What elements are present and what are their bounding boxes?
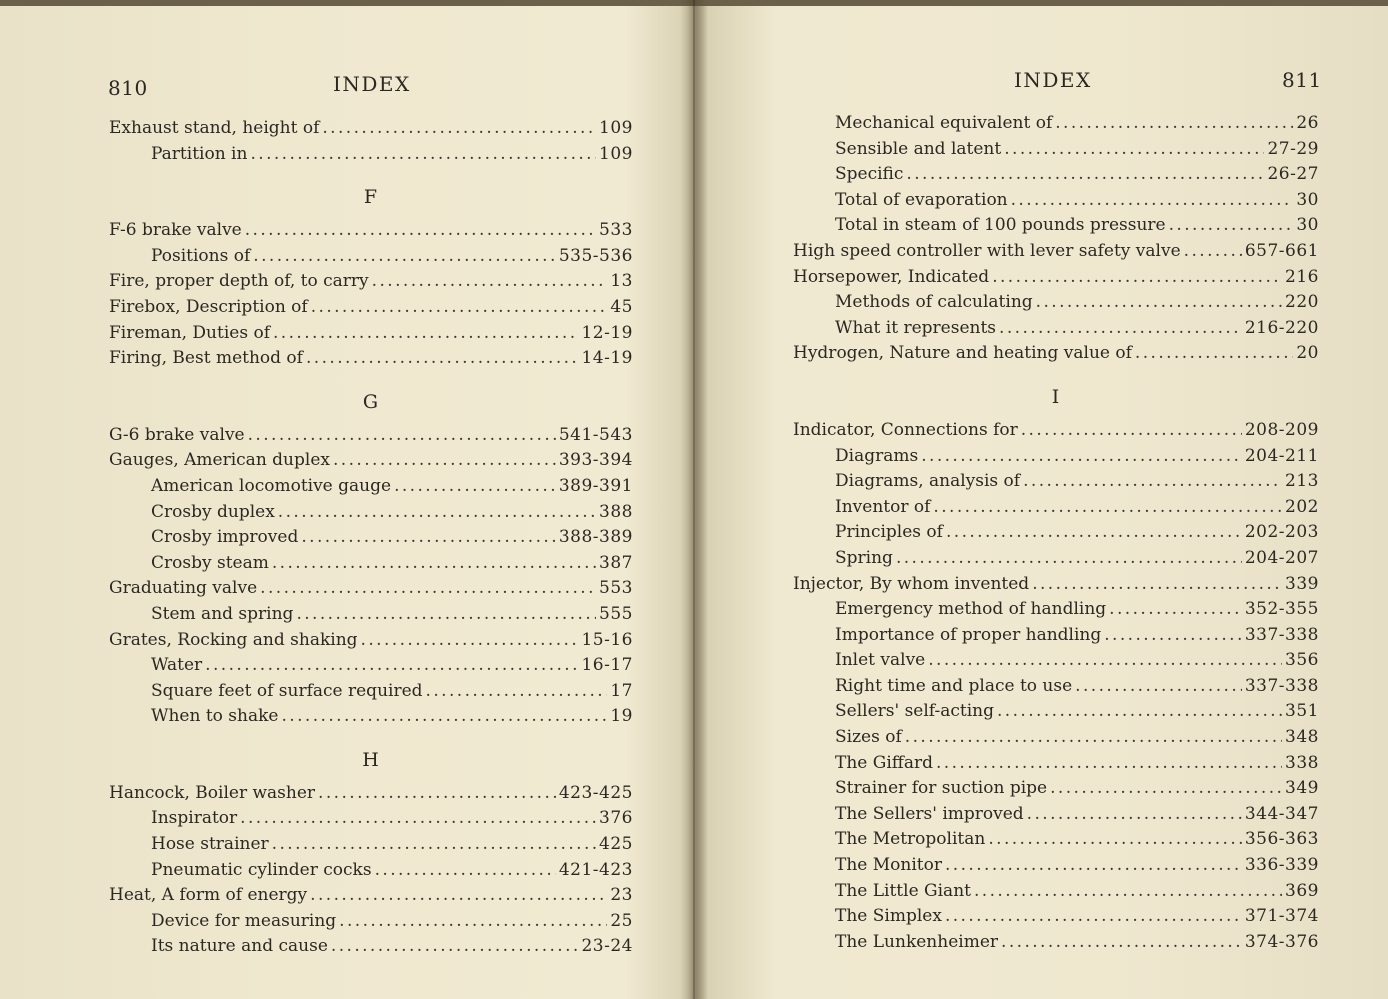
entry-pages: 208-209 — [1244, 419, 1319, 440]
dot-leader — [1104, 623, 1242, 649]
index-entry — [109, 116, 633, 142]
entry-pages: 23-24 — [581, 936, 633, 957]
dot-leader — [1011, 188, 1294, 214]
entry-label: Total in steam of 100 pounds pressure — [835, 215, 1166, 236]
entry-pages: 204-207 — [1244, 547, 1319, 568]
entry-label: Heat, A form of energy — [109, 885, 308, 906]
index-entries — [109, 116, 633, 960]
entry-label: Device for measuring — [151, 910, 337, 931]
entry-label: Emergency method of handling — [835, 599, 1107, 620]
dot-leader — [278, 500, 596, 526]
index-subentry — [793, 827, 1319, 853]
entry-label: Hydrogen, Nature and heating value of — [793, 343, 1132, 364]
dot-leader — [245, 218, 596, 244]
dot-leader — [928, 648, 1282, 674]
dot-leader — [1075, 674, 1242, 700]
entry-label: Specific — [835, 164, 904, 185]
dot-leader — [296, 602, 596, 628]
index-subentry — [793, 699, 1319, 725]
entry-pages: 338 — [1285, 752, 1319, 773]
entry-pages: 553 — [599, 578, 633, 599]
entry-label: The Sellers' improved — [835, 803, 1024, 824]
entry-label: Fire, proper depth of, to carry — [109, 271, 369, 292]
entry-label: Sensible and latent — [835, 138, 1002, 159]
index-subentry — [793, 188, 1319, 214]
entry-pages: 388-389 — [558, 527, 633, 548]
index-subentry — [793, 776, 1319, 802]
entry-label: Diagrams — [835, 445, 919, 466]
index-subentry — [793, 162, 1319, 188]
index-subentry — [109, 602, 633, 628]
entry-pages: 425 — [599, 834, 633, 855]
entry-label: Sizes of — [835, 727, 902, 748]
entry-pages: 533 — [599, 220, 633, 241]
entry-pages: 13 — [610, 271, 633, 292]
entry-pages: 541-543 — [558, 424, 633, 445]
entry-pages: 109 — [599, 143, 633, 164]
dot-leader — [301, 525, 556, 551]
entry-pages: 337-338 — [1244, 624, 1319, 645]
entry-label: Indicator, Connections for — [793, 419, 1018, 440]
dot-leader — [310, 883, 607, 909]
section-letter: G — [362, 390, 380, 413]
entry-label: G-6 brake valve — [109, 424, 245, 445]
dot-leader — [260, 576, 596, 602]
index-subentry — [793, 725, 1319, 751]
entry-pages: 213 — [1285, 471, 1319, 492]
dot-leader — [273, 321, 578, 347]
index-entries — [793, 111, 1319, 955]
index-entry — [109, 295, 633, 321]
entry-label: Gauges, American duplex — [109, 450, 330, 471]
dot-leader — [921, 444, 1242, 470]
entry-pages: 389-391 — [558, 475, 633, 496]
index-entry — [109, 423, 633, 449]
entry-pages: 204-211 — [1244, 445, 1319, 466]
dot-leader — [281, 704, 607, 730]
index-entry — [109, 628, 633, 654]
section-letter: F — [363, 186, 379, 209]
dot-leader — [311, 295, 608, 321]
entry-label: Crosby duplex — [151, 501, 275, 522]
index-entry — [109, 346, 633, 372]
dot-leader — [946, 520, 1242, 546]
dot-leader — [906, 162, 1264, 188]
index-entry — [793, 265, 1319, 291]
entry-label: Injector, By whom invented — [793, 573, 1030, 594]
entry-pages: 15-16 — [581, 629, 633, 650]
entry-pages: 339 — [1285, 573, 1319, 594]
index-subentry — [793, 213, 1319, 239]
dot-leader — [322, 116, 596, 142]
index-subentry — [109, 244, 633, 270]
running-head: INDEX — [1014, 68, 1092, 92]
index-entry — [793, 341, 1319, 367]
dot-leader — [250, 142, 596, 168]
entry-label: Inventor of — [835, 496, 931, 517]
index-subentry — [109, 142, 633, 168]
entry-pages: 25 — [610, 910, 633, 931]
entry-label: The Giffard — [835, 752, 933, 773]
entry-pages: 371-374 — [1244, 906, 1319, 927]
entry-pages: 337-338 — [1244, 675, 1319, 696]
index-subentry — [109, 500, 633, 526]
entry-pages: 344-347 — [1244, 803, 1319, 824]
entry-label: Pneumatic cylinder cocks — [151, 859, 372, 880]
index-subentry — [109, 909, 633, 935]
dot-leader — [333, 448, 556, 474]
dot-leader — [1032, 572, 1282, 598]
entry-pages: 202-203 — [1244, 522, 1319, 543]
index-subentry — [793, 546, 1319, 572]
dot-leader — [240, 806, 596, 832]
entry-pages: 26 — [1296, 113, 1319, 133]
dot-leader — [1021, 418, 1242, 444]
entry-label: Right time and place to use — [835, 675, 1073, 696]
running-head: INDEX — [333, 72, 411, 96]
entry-label: When to shake — [151, 706, 279, 727]
index-subentry — [793, 290, 1319, 316]
entry-label: Firing, Best method of — [109, 348, 303, 369]
entry-pages: 26-27 — [1267, 164, 1319, 185]
entry-pages: 220 — [1285, 292, 1319, 313]
dot-leader — [1027, 802, 1242, 828]
index-subentry — [793, 674, 1319, 700]
index-entry — [109, 269, 633, 295]
dot-leader — [331, 934, 579, 960]
entry-label: Importance of proper handling — [835, 624, 1102, 645]
index-subentry — [109, 704, 633, 730]
index-subentry — [793, 853, 1319, 879]
dot-leader — [999, 316, 1242, 342]
index-entry — [109, 576, 633, 602]
entry-label: Partition in — [151, 143, 248, 164]
index-subentry — [793, 495, 1319, 521]
entry-label: Total of evaporation — [835, 189, 1008, 210]
dot-leader — [896, 546, 1242, 572]
dot-leader — [1055, 111, 1293, 137]
dot-leader — [945, 853, 1242, 879]
entry-label: Principles of — [835, 522, 943, 543]
index-subentry — [793, 469, 1319, 495]
right-page — [694, 0, 1388, 999]
dot-leader — [272, 832, 596, 858]
entry-pages: 423-425 — [558, 782, 633, 803]
entry-pages: 351 — [1285, 701, 1319, 722]
entry-label: Inspirator — [151, 808, 238, 829]
entry-pages: 27-29 — [1267, 138, 1319, 159]
entry-pages: 657-661 — [1244, 240, 1319, 261]
entry-label: The Lunkenheimer — [835, 931, 999, 952]
dot-leader — [988, 827, 1242, 853]
dot-leader — [1023, 469, 1282, 495]
entry-label: F-6 brake valve — [109, 220, 242, 241]
entry-label: Horsepower, Indicated — [793, 266, 990, 287]
entry-pages: 14-19 — [581, 348, 633, 369]
entry-pages: 356-363 — [1244, 829, 1319, 850]
entry-pages: 23 — [610, 885, 633, 906]
index-subentry — [109, 474, 633, 500]
entry-label: High speed controller with lever safety valve — [793, 240, 1181, 261]
index-subentry — [793, 623, 1319, 649]
dot-leader — [905, 725, 1282, 751]
entry-label: Stem and spring — [151, 603, 294, 624]
dot-leader — [339, 909, 607, 935]
dot-leader — [426, 679, 608, 705]
index-subentry — [793, 137, 1319, 163]
dot-leader — [361, 628, 579, 654]
entry-pages: 19 — [610, 706, 633, 727]
dot-leader — [1050, 776, 1282, 802]
page-number: 811 — [1282, 68, 1322, 92]
dot-leader — [318, 781, 556, 807]
index-entry — [793, 418, 1319, 444]
dot-leader — [997, 699, 1282, 725]
entry-label: The Little Giant — [835, 880, 971, 901]
section-letter: H — [362, 748, 380, 771]
entry-pages: 12-19 — [581, 322, 633, 343]
entry-label: The Monitor — [835, 855, 942, 876]
index-subentry — [793, 597, 1319, 623]
entry-label: Square feet of surface required — [151, 680, 423, 701]
entry-pages: 393-394 — [558, 450, 633, 471]
index-subentry — [793, 751, 1319, 777]
entry-label: Hose strainer — [151, 834, 269, 855]
index-subentry — [109, 653, 633, 679]
entry-label: Exhaust stand, height of — [109, 118, 320, 138]
page-number: 810 — [108, 76, 148, 100]
dot-leader — [936, 751, 1282, 777]
entry-pages: 535-536 — [558, 245, 633, 266]
entry-label: Firebox, Description of — [109, 296, 308, 317]
entry-label: What it represents — [835, 317, 997, 338]
entry-label: Mechanical equivalent of — [835, 113, 1053, 133]
entry-label: Hancock, Boiler washer — [109, 782, 316, 803]
entry-label: Crosby improved — [151, 527, 299, 548]
entry-pages: 349 — [1285, 778, 1319, 799]
index-subentry — [793, 316, 1319, 342]
index-subentry — [793, 648, 1319, 674]
dot-leader — [1169, 213, 1294, 239]
entry-pages: 555 — [599, 603, 633, 624]
entry-label: Spring — [835, 547, 893, 568]
entry-pages: 352-355 — [1244, 599, 1319, 620]
entry-label: The Simplex — [835, 906, 942, 927]
entry-pages: 421-423 — [558, 859, 633, 880]
dot-leader — [394, 474, 556, 500]
entry-pages: 387 — [599, 552, 633, 573]
dot-leader — [375, 858, 556, 884]
entry-label: Diagrams, analysis of — [835, 471, 1021, 492]
dot-leader — [945, 904, 1242, 930]
index-subentry — [109, 934, 633, 960]
index-subentry — [109, 551, 633, 577]
entry-pages: 20 — [1296, 343, 1319, 364]
index-subentry — [793, 111, 1319, 137]
entry-label: Its nature and cause — [151, 936, 328, 957]
entry-pages: 369 — [1285, 880, 1319, 901]
index-subentry — [109, 858, 633, 884]
entry-label: The Metropolitan — [835, 829, 986, 850]
entry-pages: 45 — [610, 296, 633, 317]
index-entry — [109, 883, 633, 909]
index-entry — [109, 218, 633, 244]
index-entry — [109, 448, 633, 474]
dot-leader — [1135, 341, 1293, 367]
entry-pages: 336-339 — [1244, 855, 1319, 876]
dot-leader — [992, 265, 1282, 291]
entry-label: Fireman, Duties of — [109, 322, 270, 343]
entry-pages: 216 — [1285, 266, 1319, 287]
entry-pages: 388 — [599, 501, 633, 522]
dot-leader — [205, 653, 578, 679]
entry-label: American locomotive gauge — [151, 475, 392, 496]
dot-leader — [253, 244, 556, 270]
entry-pages: 30 — [1296, 215, 1319, 236]
index-subentry — [793, 904, 1319, 930]
entry-label: Strainer for suction pipe — [835, 778, 1048, 799]
entry-label: Graduating valve — [109, 578, 258, 599]
entry-label: Crosby steam — [151, 552, 269, 573]
entry-label: Sellers' self-acting — [835, 701, 994, 722]
entry-label: Methods of calculating — [835, 292, 1033, 313]
dot-leader — [1184, 239, 1242, 265]
entry-label: Inlet valve — [835, 650, 926, 671]
index-entry — [793, 239, 1319, 265]
entry-label: Water — [151, 655, 203, 676]
section-letter: I — [1051, 385, 1061, 408]
index-subentry — [793, 520, 1319, 546]
entry-pages: 17 — [610, 680, 633, 701]
dot-leader — [933, 495, 1282, 521]
entry-label: Positions of — [151, 245, 251, 266]
entry-label: Grates, Rocking and shaking — [109, 629, 358, 650]
index-subentry — [793, 930, 1319, 956]
dot-leader — [1109, 597, 1242, 623]
entry-pages: 348 — [1285, 727, 1319, 748]
entry-pages: 376 — [599, 808, 633, 829]
dot-leader — [306, 346, 579, 372]
entry-pages: 356 — [1285, 650, 1319, 671]
index-subentry — [793, 444, 1319, 470]
index-subentry — [109, 679, 633, 705]
dot-leader — [1001, 930, 1242, 956]
dot-leader — [272, 551, 596, 577]
index-subentry — [793, 879, 1319, 905]
entry-pages: 16-17 — [581, 655, 633, 676]
index-subentry — [793, 802, 1319, 828]
dot-leader — [1036, 290, 1282, 316]
index-subentry — [109, 806, 633, 832]
entry-pages: 374-376 — [1244, 931, 1319, 952]
entry-pages: 202 — [1285, 496, 1319, 517]
index-subentry — [109, 525, 633, 551]
entry-pages: 216-220 — [1244, 317, 1319, 338]
dot-leader — [1004, 137, 1264, 163]
dot-leader — [372, 269, 608, 295]
dot-leader — [248, 423, 556, 449]
index-subentry — [109, 832, 633, 858]
entry-pages: 30 — [1296, 189, 1319, 210]
index-entry — [109, 781, 633, 807]
entry-pages: 109 — [599, 118, 633, 138]
dot-leader — [974, 879, 1282, 905]
index-entry — [793, 572, 1319, 598]
index-entry — [109, 321, 633, 347]
